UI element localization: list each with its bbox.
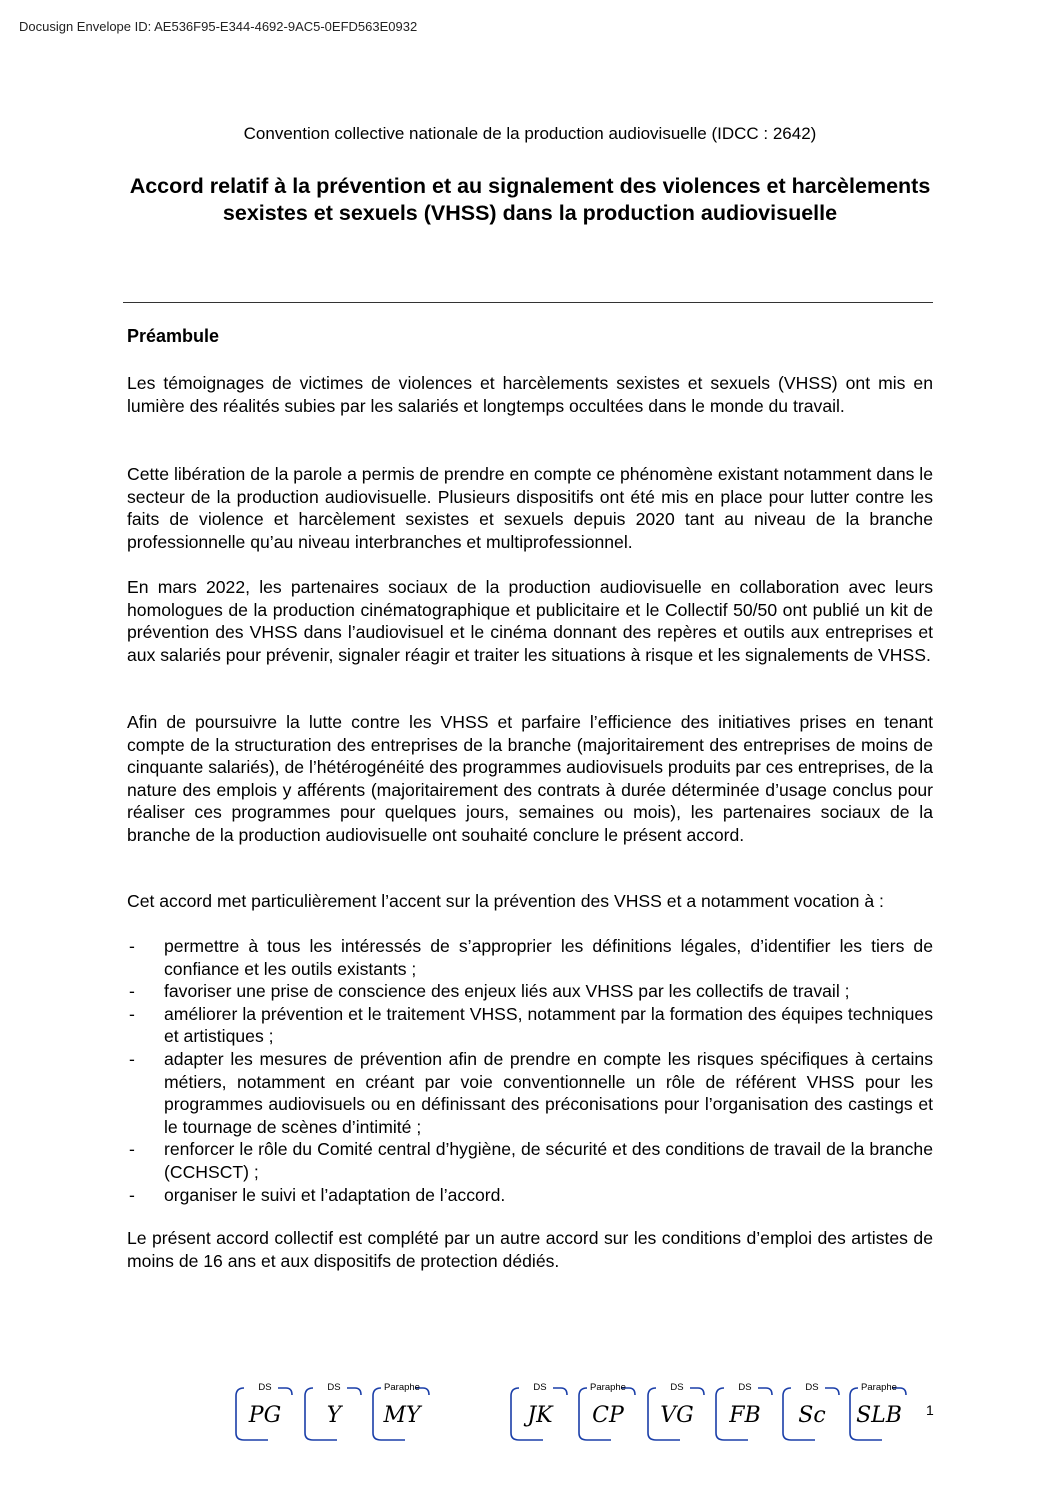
list-item-text: adapter les mesures de prévention afin de prendre en compte les risques spécifiques à certains métiers, notamment en créant par voie conventionnelle un rôle de référent VHSS pour les programmes audiovisuels ou en définissant des préconisations pour l’organisation des castings et le tournage de scènes d’intimité ; [164,1048,933,1137]
initials-label: DS [258,1382,272,1393]
paragraph: En mars 2022, les partenaires sociaux de la production audiovisuelle en collaboration avec leurs homologues de la production cinématographique et publicitaire et le Collectif 50/50 ont publié un kit de prévention des VHSS dans l’audiovisuel et le cinéma donnant des repères et outils aux entreprises et aux salariés pour prévenir, signaler réagir et traiter les situations à risque et les signalements de VHSS. [127,577,933,665]
handwritten-initials: JK [527,1403,553,1428]
handwritten-initials: CP [592,1403,624,1428]
title-divider [123,302,933,303]
paragraph: Cette libération de la parole a permis de prendre en compte ce phénomène existant notamment dans le secteur de la production audiovisuelle. Plusieurs dispositifs ont été mis en place pour lutter contre les faits de violence et harcèlement sexistes et sexuels depuis 2020 tant au niveau de la branche professionnelle qu’au niveau interbranches et multiprofessionnel. [127,464,933,552]
list-item [127,1003,933,1048]
handwritten-initials: Y [326,1403,342,1428]
initials-label: DS [738,1382,752,1393]
handwritten-initials: SLB [856,1403,902,1428]
initials-label: DS [805,1382,819,1393]
list-item [127,980,933,1003]
bullet-marker: - [129,936,135,956]
list-item [127,935,933,980]
list-item-text: permettre à tous les intéressés de s’approprier les définitions légales, d’identifier les tiers de confiance et les outils existants ; [164,936,933,979]
initials-box [509,1383,571,1441]
initials-box [848,1383,910,1441]
handwritten-initials: VG [660,1403,694,1428]
initials-box [646,1383,708,1441]
signature-initials-row [0,1383,1058,1453]
initials-label: DS [533,1382,547,1393]
initials-box [371,1383,433,1441]
list-item-text: améliorer la prévention et le traitement VHSS, notamment par la formation des équipes techniques et artistiques ; [164,1003,933,1047]
convention-title: Convention collective nationale de la production audiovisuelle (IDCC : 2642) [243,124,817,143]
initials-label: Paraphe [590,1382,626,1393]
initials-label: Paraphe [384,1382,420,1393]
bullet-marker: - [129,1048,135,1069]
handwritten-initials: PG [248,1403,282,1428]
handwritten-initials: Sc [798,1403,826,1428]
objectives-list [127,935,933,1206]
initials-label: DS [327,1382,341,1393]
paragraph: Les témoignages de victimes de violences et harcèlements sexistes et sexuels (VHSS) ont mis en lumière des réalités subies par les salariés et longtemps occultées dans le monde du travail. [127,373,933,416]
list-item-text: organiser le suivi et l’adaptation de l’accord. [164,1184,506,1205]
list-item-text: favoriser une prise de conscience des enjeux liés aux VHSS par les collectifs de travail ; [164,981,850,1002]
bullet-marker: - [129,981,135,1002]
closing-paragraph: Le présent accord collectif est complété par un autre accord sur les conditions d’emploi des artistes de moins de 16 ans et aux dispositifs de protection dédiés. [127,1228,933,1271]
docusign-envelope-id: Docusign Envelope ID: AE536F95-E344-4692-9AC5-0EFD563E0932 [19,19,418,34]
bullet-marker: - [129,1184,135,1205]
list-item [127,1138,933,1183]
initials-box [234,1383,296,1441]
bullet-marker: - [129,1139,135,1160]
initials-box [577,1383,639,1441]
paragraph: Cet accord met particulièrement l’accent sur la prévention des VHSS et a notamment vocation à : [127,891,884,911]
section-heading-preambule: Préambule [127,326,220,346]
paragraph: Afin de poursuivre la lutte contre les VHSS et parfaire l’efficience des initiatives prises en tenant compte de la structuration des entreprises de la branche (majoritairement des entreprises de moins de cinquante salariés), de l’hétérogénéité des programmes audiovisuels produits par ces entreprises, de la nature des emplois y afférents (majoritairement des contrats à durée déterminée d’usage conclus pour réaliser ces programmes pour quelques jours, semaines ou mois), les partenaires sociaux de la branche de la production audiovisuelle ont souhaité conclure le présent accord. [127,712,933,845]
page-number: 1 [926,1402,934,1418]
agreement-title: Accord relatif à la prévention et au signalement des violences et harcèlements sexistes et sexuels (VHSS) dans la production audiovisuelle [129,174,931,225]
bullet-marker: - [129,1003,135,1024]
list-item [127,1048,933,1138]
initials-label: Paraphe [861,1382,897,1393]
list-item-text: renforcer le rôle du Comité central d’hygiène, de sécurité et des conditions de travail de la branche (CCHSCT) ; [164,1139,933,1182]
handwritten-initials: FB [729,1403,761,1428]
initials-box [714,1383,776,1441]
initials-box [781,1383,843,1441]
list-item [127,1184,933,1207]
initials-label: DS [670,1382,684,1393]
handwritten-initials: MY [383,1403,421,1428]
initials-box [303,1383,365,1441]
